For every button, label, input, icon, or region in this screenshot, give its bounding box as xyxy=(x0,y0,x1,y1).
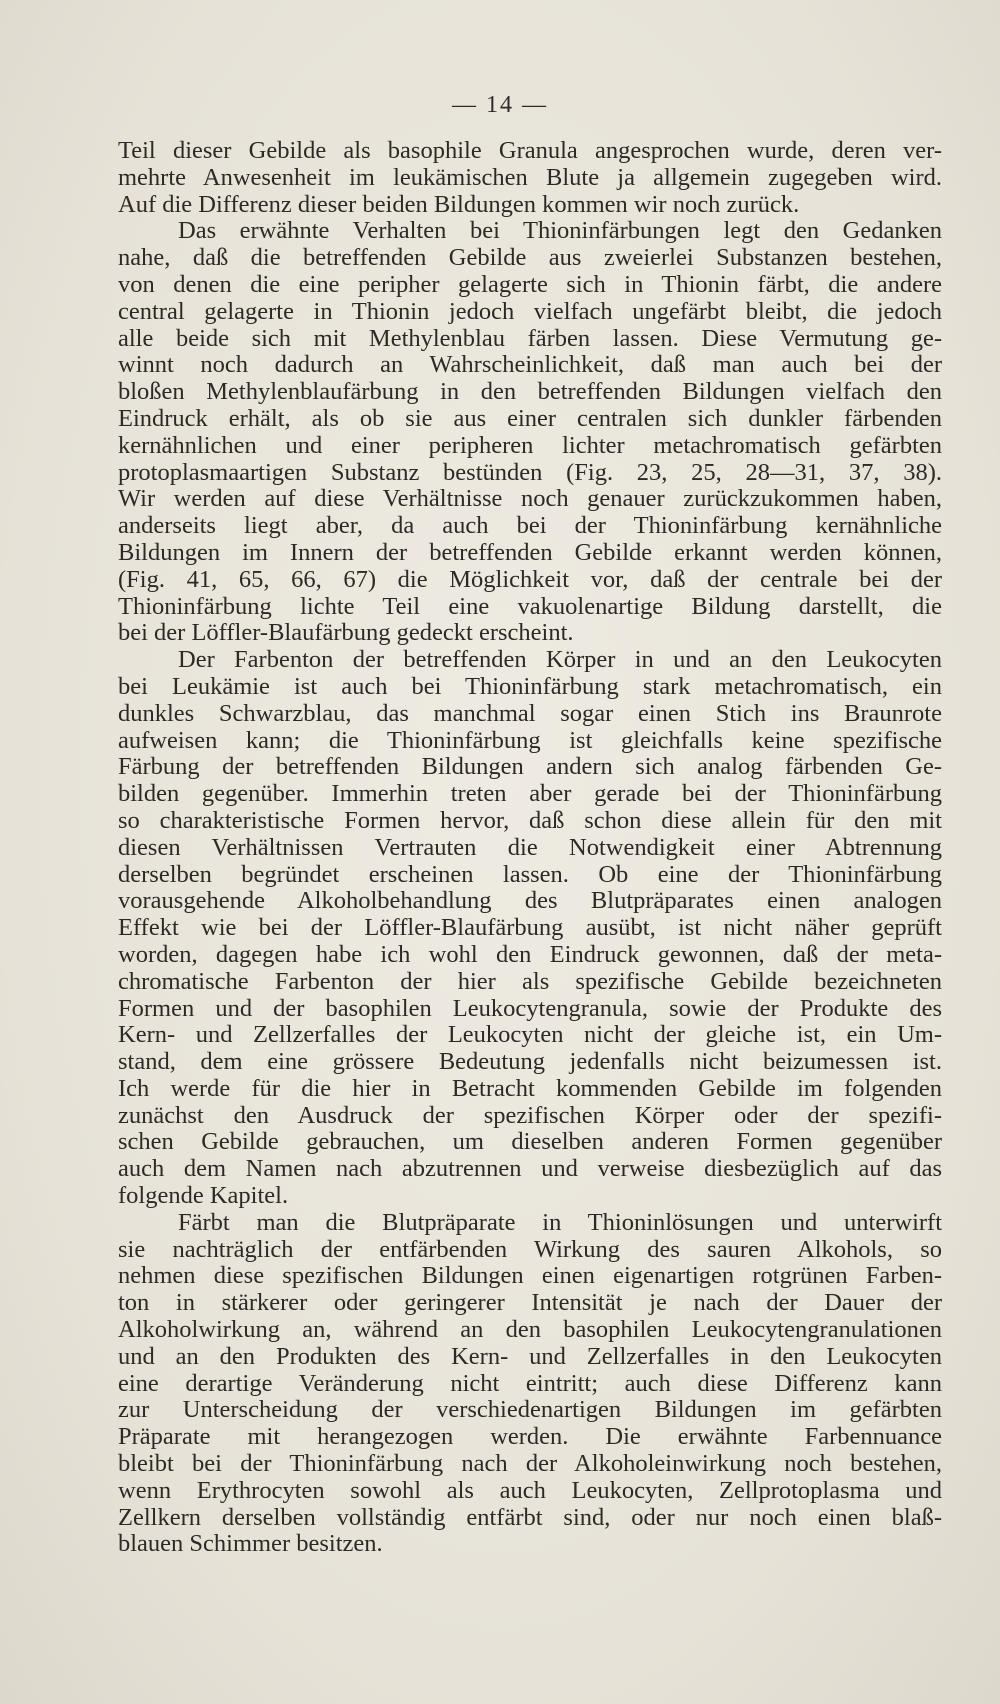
text-line: Auf die Differenz dieser beiden Bildungen kommen wir noch zurück. xyxy=(118,191,800,218)
text-line: alle beide sich mit Methylenblau färben lassen. Diese Vermutung ge- xyxy=(118,325,942,352)
text-line: (Fig. 41, 65, 66, 67) die Möglichkeit vor, daß der centrale bei der xyxy=(118,566,942,593)
text-line: stand, dem eine grössere Bedeutung jedenfalls nicht beizumessen ist. xyxy=(118,1049,942,1076)
text-line: nahe, daß die betreffenden Gebilde aus zweierlei Substanzen bestehen, xyxy=(118,245,942,272)
text-line: zunächst den Ausdruck der spezifischen Körper oder der spezifi- xyxy=(118,1102,942,1129)
text-line: central gelagerte in Thionin jedoch vielfach ungefärbt bleibt, die jedoch xyxy=(118,298,942,325)
text-line: worden, dagegen habe ich wohl den Eindruck gewonnen, daß der meta- xyxy=(118,941,942,968)
text-line: bei der Löffler-Blaufärbung gedeckt erscheint. xyxy=(118,620,574,647)
text-line: so charakteristische Formen hervor, daß schon diese allein für den mit xyxy=(118,807,942,834)
text-line: mehrte Anwesenheit im leukämischen Blute ja allgemein zugegeben wird. xyxy=(118,164,942,191)
text-line: blauen Schimmer besitzen. xyxy=(118,1531,383,1558)
text-line: diesen Verhältnissen Vertrauten die Notwendigkeit einer Abtrennung xyxy=(118,834,942,861)
text-line: Zellkern derselben vollständig entfärbt sind, oder nur noch einen blaß- xyxy=(118,1504,942,1531)
text-line: Formen und der basophilen Leukocytengranula, sowie der Produkte des xyxy=(118,995,942,1022)
text-line: und an den Produkten des Kern- und Zellzerfalles in den Leukocyten xyxy=(118,1343,942,1370)
paragraph-1 xyxy=(118,138,942,218)
text-line: ton in stärkerer oder geringerer Intensität je nach der Dauer der xyxy=(118,1290,942,1317)
text-line: schen Gebilde gebrauchen, um dieselben anderen Formen gegenüber xyxy=(118,1129,942,1156)
text-line: kernähnlichen und einer peripheren lichter metachromatisch gefärbten xyxy=(118,432,942,459)
text-line: bilden gegenüber. Immerhin treten aber gerade bei der Thioninfärbung xyxy=(118,781,942,808)
text-line: Der Farbenton der betreffenden Körper in und an den Leukocyten xyxy=(178,647,942,674)
text-line: Thioninfärbung lichte Teil eine vakuolenartige Bildung darstellt, die xyxy=(118,593,942,620)
text-line: zur Unterscheidung der verschiedenartigen Bildungen im gefärbten xyxy=(118,1397,942,1424)
text-line: anderseits liegt aber, da auch bei der Thioninfärbung kernähnliche xyxy=(118,513,942,540)
text-line: chromatische Farbenton der hier als spezifische Gebilde bezeichneten xyxy=(118,968,942,995)
text-line: Präparate mit herangezogen werden. Die erwähnte Farbennuance xyxy=(118,1424,942,1451)
text-line: bloßen Methylenblaufärbung in den betreffenden Bildungen vielfach den xyxy=(118,379,942,406)
text-line: dunkles Schwarzblau, das manchmal sogar einen Stich ins Braunrote xyxy=(118,700,942,727)
text-line: eine derartige Veränderung nicht eintritt; auch diese Differenz kann xyxy=(118,1370,942,1397)
text-line: bleibt bei der Thioninfärbung nach der Alkoholeinwirkung noch bestehen, xyxy=(118,1451,942,1478)
text-line: folgende Kapitel. xyxy=(118,1183,289,1210)
page-number: — 14 — xyxy=(452,92,548,118)
paragraph-4 xyxy=(118,1210,942,1558)
text-line: Alkoholwirkung an, während an den basophilen Leukocytengranulationen xyxy=(118,1317,942,1344)
text-line: winnt noch dadurch an Wahrscheinlichkeit, daß man auch bei der xyxy=(118,352,942,379)
text-line: bei Leukämie ist auch bei Thioninfärbung stark metachromatisch, ein xyxy=(118,673,942,700)
text-line: Ich werde für die hier in Betracht kommenden Gebilde im folgenden xyxy=(118,1075,942,1102)
text-line: Das erwähnte Verhalten bei Thioninfärbungen legt den Gedanken xyxy=(178,218,942,245)
text-line: von denen die eine peripher gelagerte sich in Thionin färbt, die andere xyxy=(118,271,942,298)
text-line: Färbt man die Blutpräparate in Thioninlösungen und unterwirft xyxy=(178,1209,942,1236)
text-line: derselben begründet erscheinen lassen. Ob eine der Thioninfärbung xyxy=(118,861,942,888)
text-line: aufweisen kann; die Thioninfärbung ist gleichfalls keine spezifische xyxy=(118,727,942,754)
text-line: vorausgehende Alkoholbehandlung des Blutpräparates einen analogen xyxy=(118,888,942,915)
text-line: Wir werden auf diese Verhältnisse noch genauer zurückzukommen haben, xyxy=(118,486,942,513)
text-line: Färbung der betreffenden Bildungen andern sich analog färbenden Ge- xyxy=(118,754,942,781)
body-text xyxy=(118,138,942,1558)
paragraph-3 xyxy=(118,647,942,1210)
text-line: nehmen diese spezifischen Bildungen einen eigenartigen rotgrünen Farben- xyxy=(118,1263,942,1290)
text-line: wenn Erythrocyten sowohl als auch Leukocyten, Zellprotoplasma und xyxy=(118,1477,942,1504)
text-line: Teil dieser Gebilde als basophile Granula angesprochen wurde, deren ver- xyxy=(118,138,942,164)
text-line: Eindruck erhält, als ob sie aus einer centralen sich dunkler färbenden xyxy=(118,405,942,432)
text-line: Effekt wie bei der Löffler-Blaufärbung ausübt, ist nicht näher geprüft xyxy=(118,915,942,942)
text-line: sie nachträglich der entfärbenden Wirkung des sauren Alkohols, so xyxy=(118,1236,942,1263)
text-line: Kern- und Zellzerfalles der Leukocyten nicht der gleiche ist, ein Um- xyxy=(118,1022,942,1049)
text-line: auch dem Namen nach abzutrennen und verweise diesbezüglich auf das xyxy=(118,1156,942,1183)
paragraph-2 xyxy=(118,218,942,647)
text-line: protoplasmaartigen Substanz bestünden (Fig. 23, 25, 28—31, 37, 38). xyxy=(118,459,942,486)
text-line: Bildungen im Innern der betreffenden Gebilde erkannt werden können, xyxy=(118,539,942,566)
